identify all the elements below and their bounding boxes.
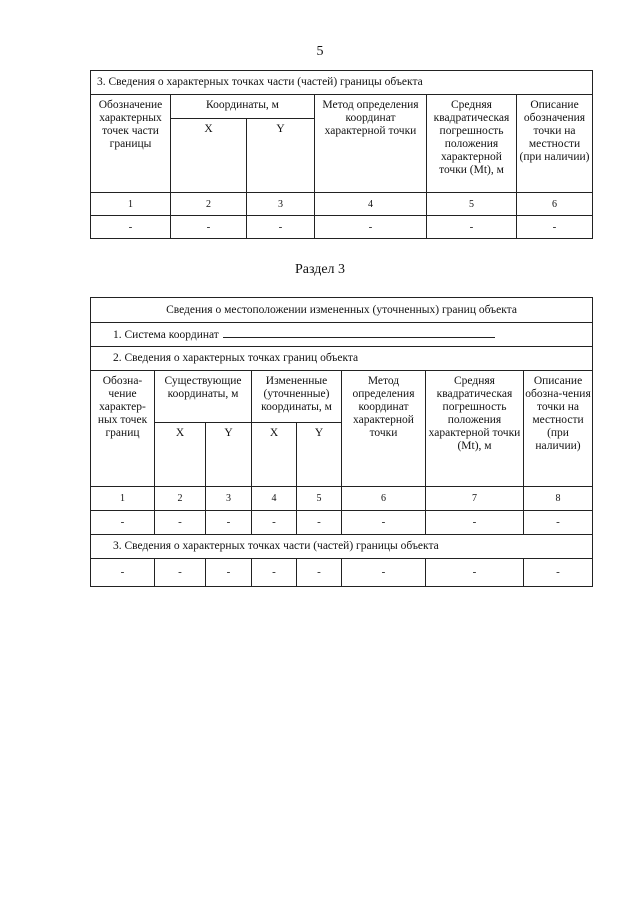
table-cell: - (252, 511, 297, 535)
table-cell: - (342, 559, 426, 587)
table-cell: - (426, 511, 524, 535)
column-number: 1 (91, 487, 155, 511)
header-existing-coordinates: Существующие координаты, м (155, 371, 252, 423)
header-designation: Обозна-чение характер-ных точек границ (91, 371, 155, 487)
column-number: 4 (315, 193, 427, 216)
table-cell: - (155, 511, 206, 535)
header-accuracy: Средняя квадратическая погрешность положения характерной точки (Mt), м (426, 371, 524, 487)
column-number: 2 (155, 487, 206, 511)
table-cell: - (297, 511, 342, 535)
header-changed-coordinates: Измененные (уточненные) координаты, м (252, 371, 342, 423)
header-accuracy: Средняя квадратическая погрешность положения характерной точки (Mt), м (427, 95, 517, 193)
parts-subtitle: 3. Сведения о характерных точках части (частей) границы объекта (91, 535, 593, 559)
points-subtitle: 2. Сведения о характерных точках границ объекта (91, 347, 593, 371)
table-cell: - (297, 559, 342, 587)
section-title: Раздел 3 (294, 262, 346, 277)
table-cell: - (524, 511, 593, 535)
table-cell: - (517, 216, 593, 239)
column-number: 4 (252, 487, 297, 511)
column-number: 7 (426, 487, 524, 511)
header-x: X (155, 423, 206, 487)
table2-title: Сведения о местоположении измененных (уточненных) границ объекта (91, 298, 593, 323)
table-changed-boundaries (90, 297, 593, 587)
table-cell: - (252, 559, 297, 587)
table-part-points (90, 70, 593, 239)
table-cell: - (426, 559, 524, 587)
column-number: 6 (517, 193, 593, 216)
table-cell: - (247, 216, 315, 239)
table1-title: 3. Сведения о характерных точках части (частей) границы объекта (91, 71, 593, 95)
column-number: 6 (342, 487, 426, 511)
header-y: Y (247, 119, 315, 193)
coordinate-system-label: 1. Система координат (113, 329, 219, 341)
table-cell: - (315, 216, 427, 239)
table-cell: - (427, 216, 517, 239)
table-cell: - (524, 559, 593, 587)
table-cell: - (91, 511, 155, 535)
header-method: Метод определения координат характерной точки (315, 95, 427, 193)
header-y: Y (206, 423, 252, 487)
column-number: 5 (427, 193, 517, 216)
table-cell: - (171, 216, 247, 239)
table-cell: - (155, 559, 206, 587)
column-number: 2 (171, 193, 247, 216)
table-cell: - (206, 511, 252, 535)
header-coordinates: Координаты, м (171, 95, 315, 119)
table-cell: - (342, 511, 426, 535)
column-number: 3 (247, 193, 315, 216)
header-method: Метод определения координат характерной точки (342, 371, 426, 487)
coordinate-system-row (91, 323, 593, 347)
column-number: 1 (91, 193, 171, 216)
table-cell: - (91, 559, 155, 587)
column-number: 5 (297, 487, 342, 511)
table-cell: - (206, 559, 252, 587)
header-y: Y (297, 423, 342, 487)
column-number: 8 (524, 487, 593, 511)
header-x: X (252, 423, 297, 487)
header-x: X (171, 119, 247, 193)
header-description: Описание обозначения точки на местности (при наличии) (517, 95, 593, 193)
column-number: 3 (206, 487, 252, 511)
coordinate-system-blank (223, 327, 495, 338)
header-designation: Обозначение характерных точек части границы (91, 95, 171, 193)
page-number: 5 (316, 44, 324, 59)
table-cell: - (91, 216, 171, 239)
header-description: Описание обозна-чения точки на местности (при наличии) (524, 371, 593, 487)
